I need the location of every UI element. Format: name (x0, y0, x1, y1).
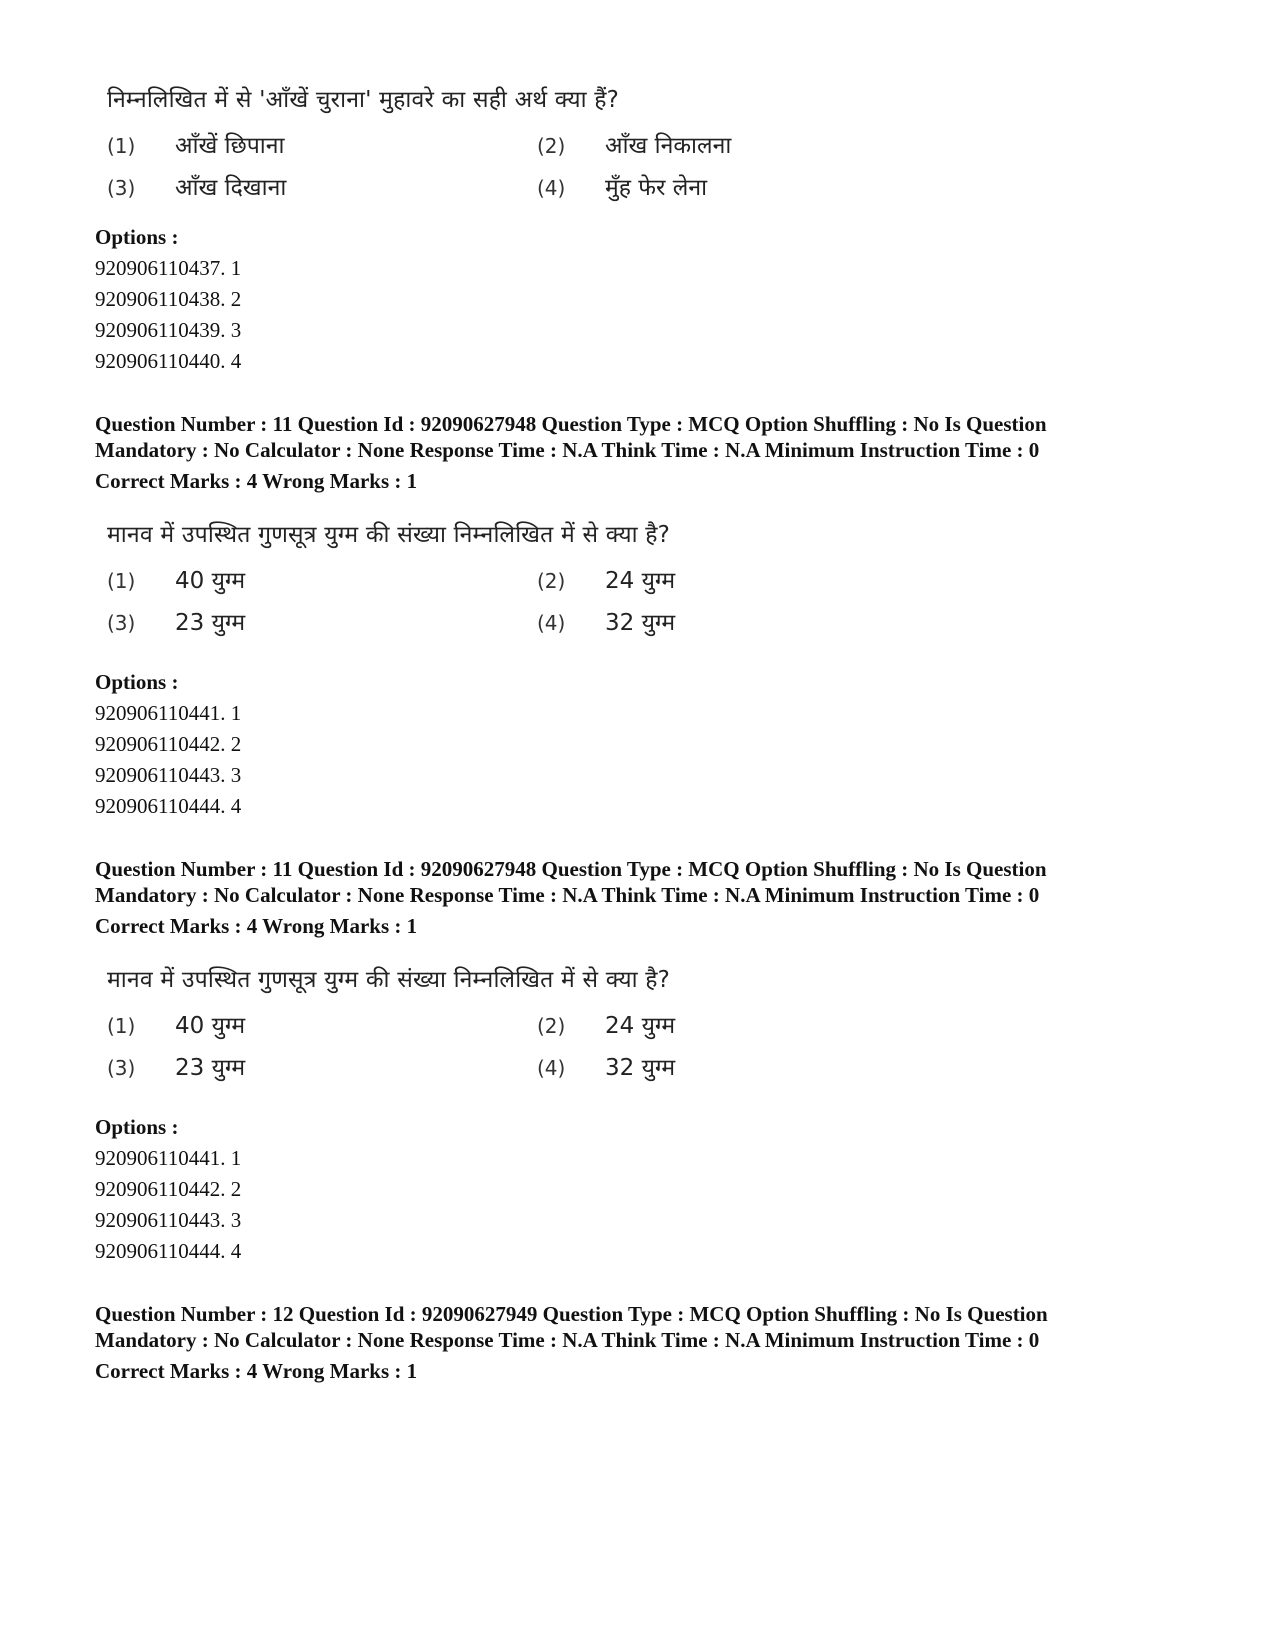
option-id: 920906110441. 1 (95, 701, 242, 725)
option-id: 920906110444. 4 (95, 1239, 242, 1263)
question-text: मानव में उपस्थित गुणसूत्र युग्म की संख्या निम्नलिखित में से क्या है? (107, 522, 671, 548)
question-meta (95, 1301, 1195, 1384)
answer-choice (537, 563, 837, 595)
options-list (95, 1112, 241, 1267)
options-list (95, 667, 241, 822)
answer-choice (537, 128, 837, 160)
answer-choice (107, 170, 537, 202)
choice-text: आँखें छिपाना (175, 133, 285, 159)
answer-choice (537, 605, 837, 637)
choice-number: (3) (107, 176, 136, 200)
choice-number: (3) (107, 1056, 136, 1080)
answer-choices (107, 563, 837, 637)
meta-line: Mandatory : No Calculator : None Response Time : N.A Think Time : N.A Minimum Instruction Time : 0 (95, 1328, 1040, 1352)
question-text: मानव में उपस्थित गुणसूत्र युग्म की संख्या निम्नलिखित में से क्या है? (107, 967, 671, 993)
options-heading: Options : (95, 670, 179, 694)
choice-number: (1) (107, 134, 136, 158)
options-heading: Options : (95, 225, 179, 249)
answer-choice (537, 1008, 837, 1040)
question-text: निम्नलिखित में से 'आँखें चुराना' मुहावरे का सही अर्थ क्या हैं? (107, 87, 620, 113)
marks-line: Correct Marks : 4 Wrong Marks : 1 (95, 1359, 418, 1383)
question-meta (95, 411, 1195, 494)
meta-line: Mandatory : No Calculator : None Response Time : N.A Think Time : N.A Minimum Instruction Time : 0 (95, 883, 1040, 907)
marks-line: Correct Marks : 4 Wrong Marks : 1 (95, 914, 418, 938)
meta-line: Question Number : 12 Question Id : 92090627949 Question Type : MCQ Option Shuffling : No Is Question (95, 1302, 1048, 1326)
choice-text: 32 युग्म (605, 610, 676, 636)
choice-text: 23 युग्म (175, 1055, 246, 1081)
answer-choice (107, 605, 537, 637)
choice-number: (3) (107, 611, 136, 635)
choice-number: (4) (537, 611, 566, 635)
question-image-idiom (95, 82, 837, 202)
choice-text: आँख निकालना (605, 133, 732, 159)
answer-choice (107, 128, 537, 160)
options-heading: Options : (95, 1115, 179, 1139)
answer-choice (107, 1050, 537, 1082)
question-meta (95, 856, 1195, 939)
meta-line: Question Number : 11 Question Id : 92090627948 Question Type : MCQ Option Shuffling : No Is Question (95, 857, 1047, 881)
option-id: 920906110441. 1 (95, 1146, 242, 1170)
option-id: 920906110443. 3 (95, 763, 242, 787)
choice-number: (1) (107, 569, 136, 593)
answer-choice (537, 1050, 837, 1082)
choice-text: मुँह फेर लेना (605, 175, 708, 201)
answer-choice (537, 170, 837, 202)
choice-number: (2) (537, 1014, 566, 1038)
option-id: 920906110437. 1 (95, 256, 242, 280)
option-id: 920906110439. 3 (95, 318, 242, 342)
choice-text: 24 युग्म (605, 1013, 676, 1039)
answer-choices (107, 1008, 837, 1082)
option-id: 920906110443. 3 (95, 1208, 242, 1232)
option-id: 920906110442. 2 (95, 1177, 242, 1201)
answer-choice (107, 1008, 537, 1040)
options-list (95, 222, 241, 377)
option-id: 920906110444. 4 (95, 794, 242, 818)
option-id: 920906110438. 2 (95, 287, 242, 311)
choice-number: (2) (537, 134, 566, 158)
choice-text: 32 युग्म (605, 1055, 676, 1081)
choice-text: 23 युग्म (175, 610, 246, 636)
question-image-chromosome (95, 517, 837, 637)
choice-text: आँख दिखाना (175, 175, 287, 201)
marks-line: Correct Marks : 4 Wrong Marks : 1 (95, 469, 418, 493)
meta-line: Mandatory : No Calculator : None Response Time : N.A Think Time : N.A Minimum Instruction Time : 0 (95, 438, 1040, 462)
choice-number: (2) (537, 569, 566, 593)
choice-text: 40 युग्म (175, 568, 246, 594)
answer-choices (107, 128, 837, 202)
meta-line: Question Number : 11 Question Id : 92090627948 Question Type : MCQ Option Shuffling : No Is Question (95, 412, 1047, 436)
question-image-chromosome (95, 962, 837, 1082)
answer-choice (107, 563, 537, 595)
choice-number: (4) (537, 1056, 566, 1080)
option-id: 920906110440. 4 (95, 349, 242, 373)
choice-number: (4) (537, 176, 566, 200)
option-id: 920906110442. 2 (95, 732, 242, 756)
choice-text: 40 युग्म (175, 1013, 246, 1039)
choice-text: 24 युग्म (605, 568, 676, 594)
choice-number: (1) (107, 1014, 136, 1038)
